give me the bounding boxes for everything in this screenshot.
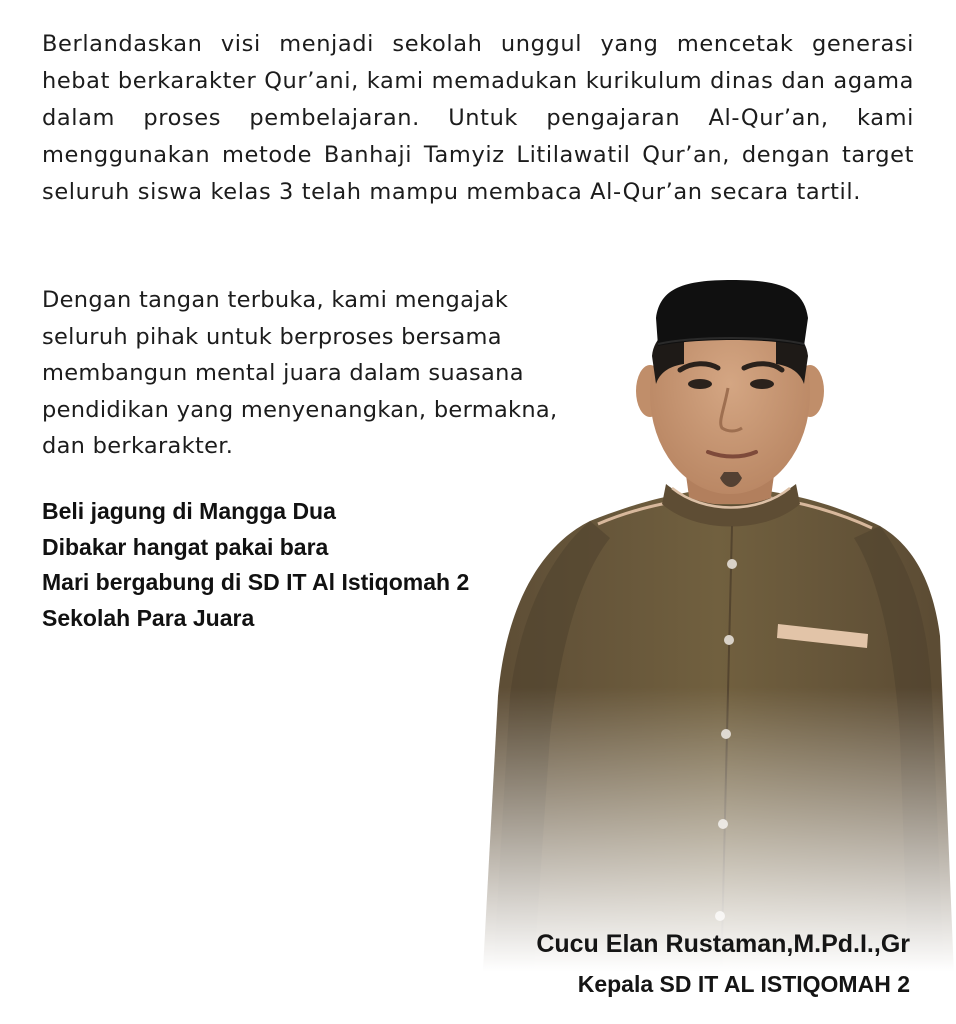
- intro-paragraph: Berlandaskan visi menjadi sekolah unggul yang mencetak generasi hebat berkarakter Qur’ani, kami memadukan kurikulum dinas dan agama dalam proses pembelajaran. Untuk pengajaran Al-Qur’an, kami menggunakan metode Banhaji Tamyiz Litilawatil Qur’an, dengan target seluruh siswa kelas 3 telah mampu membaca Al-Qur’an secara tartil.: [42, 31, 914, 205]
- invitation-paragraph: Dengan tangan terbuka, kami mengajak seluruh pihak untuk berproses bersama membangun mental juara dalam suasana pendidikan yang menyenangkan, bermakna, dan berkarakter.: [42, 287, 558, 459]
- signature-block: [536, 924, 910, 1004]
- pantun-line: Mari bergabung di SD IT Al Istiqomah 2: [42, 569, 470, 595]
- pantun-verse: [42, 494, 469, 636]
- principal-portrait: [470, 276, 956, 1024]
- principal-title: Kepala SD IT AL ISTIQOMAH 2: [577, 971, 910, 997]
- pantun-line: Beli jagung di Mangga Dua: [42, 498, 336, 524]
- principal-name: Cucu Elan Rustaman,M.Pd.I.,Gr: [536, 930, 910, 958]
- pantun-line: Sekolah Para Juara: [42, 604, 255, 631]
- pantun-line: Dibakar hangat pakai bara: [42, 533, 329, 560]
- peci-cap-shape: [656, 280, 808, 346]
